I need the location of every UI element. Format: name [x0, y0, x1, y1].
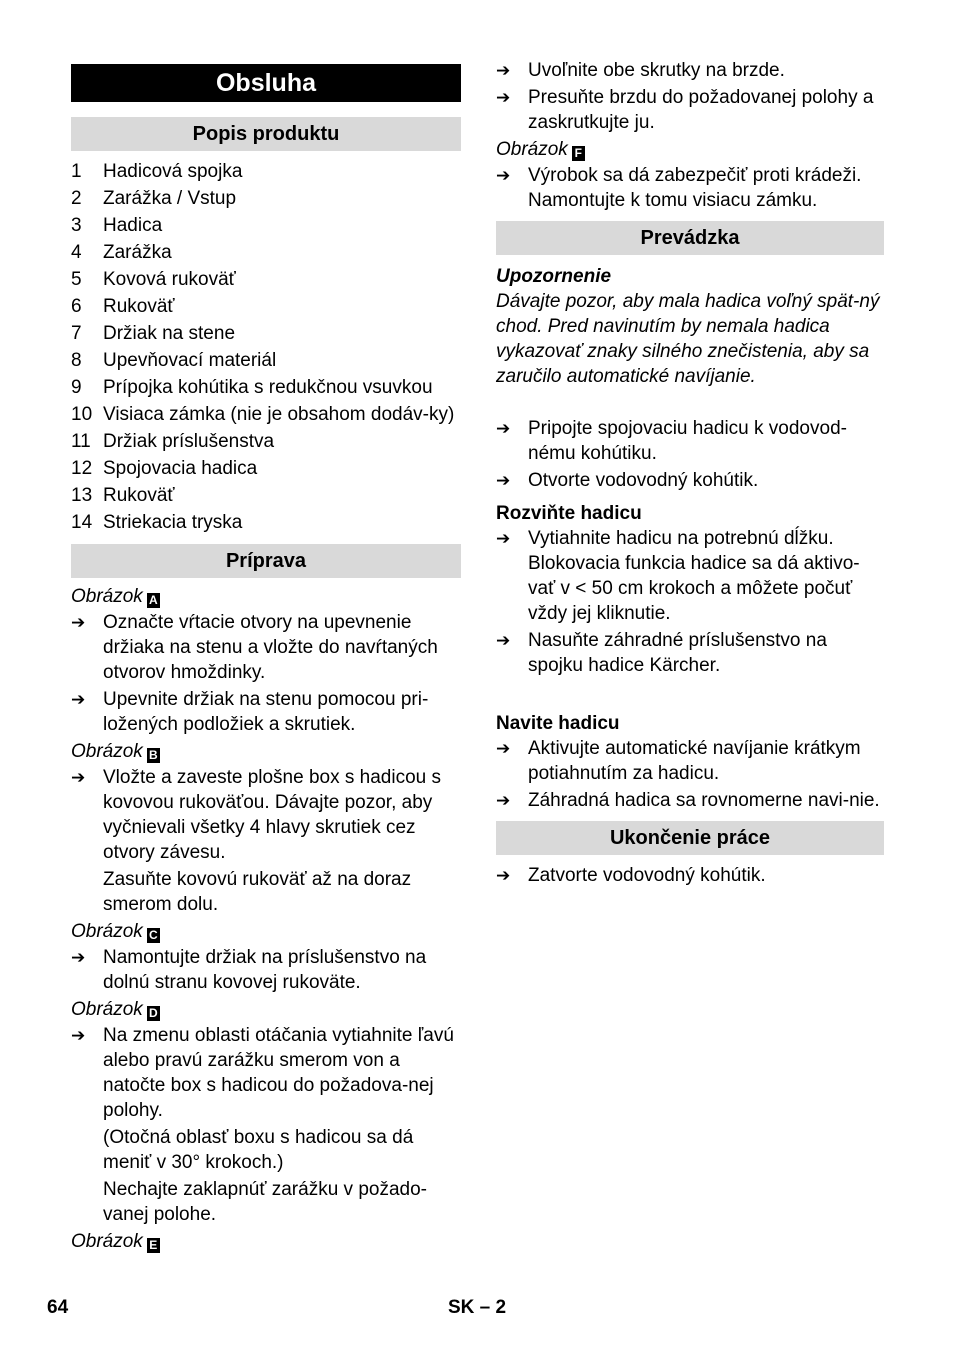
- figure-ref-c: Obrázok C: [71, 919, 461, 944]
- instruction-step: ➔ Výrobok sa dá zabezpečiť proti krádeži. Namontujte k tomu visiacu zámku.: [496, 165, 862, 211]
- list-item: 10 Visiaca zámka (nie je obsahom dodáv-ky): [71, 404, 455, 425]
- arrow-right-icon: ➔: [496, 166, 511, 185]
- figure-letter-badge: A: [147, 593, 160, 608]
- list-item: 12 Spojovacia hadica: [71, 458, 258, 479]
- subheading-rozvinte: Rozviňte hadicu: [496, 503, 642, 524]
- instruction-step: ➔ Vložte a zaveste plošne box s hadicou s kovovou rukoväťou. Dávajte pozor, aby vyčnievali všetky 4 hlavy skrutiek cez otvory závesu.: [71, 767, 441, 863]
- arrow-right-icon: ➔: [496, 471, 511, 490]
- subheading-navite: Navite hadicu: [496, 713, 620, 734]
- heading-prevadzka: Prevádzka: [496, 221, 884, 255]
- instruction-step: ➔ Vytiahnite hadicu na potrebnú dĺžku. Blokovacia funkcia hadice sa dá aktivo-vať v < 50 cm krokoch a môžete počuť vždy jej kliknutie.: [496, 528, 860, 624]
- warning-text: Dávajte pozor, aby mala hadica voľný spät-ný chod. Pred navinutím by nemala hadica vykazovať znaky silného znečistenia, aby sa zaručilo automatické navíjanie.: [496, 291, 880, 387]
- instruction-step: ➔ Presuňte brzdu do požadovanej polohy a zaskrutkujte ju.: [496, 87, 874, 133]
- list-item: 2 Zarážka / Vstup: [71, 188, 237, 209]
- list-item: 8 Upevňovací materiál: [71, 350, 277, 371]
- instruction-step: ➔ Upevnite držiak na stenu pomocou pri-ložených podložiek a skrutiek.: [71, 689, 429, 735]
- arrow-right-icon: ➔: [496, 866, 511, 885]
- instruction-step: ➔ Namontujte držiak na príslušenstvo na dolnú stranu kovovej rukoväte.: [71, 947, 427, 993]
- arrow-right-icon: ➔: [71, 948, 86, 967]
- instruction-step: ➔ Pripojte spojovaciu hadicu k vodovod-nému kohútiku.: [496, 418, 847, 464]
- figure-ref-b: Obrázok B: [71, 739, 461, 764]
- instruction-step: ➔ Nasuňte záhradné príslušenstvo na spojku hadice Kärcher.: [496, 630, 827, 676]
- page-number: 64: [47, 1297, 69, 1318]
- list-item: 5 Kovová rukoväť: [71, 269, 236, 290]
- heading-popis-produktu: Popis produktu: [71, 117, 461, 151]
- heading-ukoncenie-prace: Ukončenie práce: [496, 821, 884, 855]
- list-item: 11 Držiak príslušenstva: [71, 431, 275, 452]
- list-item: 4 Zarážka: [71, 242, 172, 263]
- list-item: 9 Prípojka kohútika s redukčnou vsuvkou: [71, 377, 433, 398]
- list-item: 3 Hadica: [71, 215, 163, 236]
- section-title-obsluha: Obsluha: [71, 64, 461, 102]
- figure-letter-badge: D: [147, 1006, 160, 1021]
- instruction-step: ➔ Záhradná hadica sa rovnomerne navi-nie.: [496, 790, 880, 811]
- figure-letter-badge: B: [147, 748, 160, 763]
- list-item: 6 Rukoväť: [71, 296, 175, 317]
- instruction-continuation: (Otočná oblasť boxu s hadicou sa dá meniť v 30° krokoch.): [103, 1127, 414, 1173]
- figure-letter-badge: C: [147, 928, 160, 943]
- figure-ref-d: Obrázok D: [71, 997, 461, 1022]
- figure-ref-f: Obrázok F: [496, 137, 884, 162]
- heading-priprava: Príprava: [71, 544, 461, 578]
- figure-letter-badge: F: [572, 146, 585, 161]
- warning-heading: Upozornenie: [496, 266, 612, 287]
- parts-list: [71, 159, 461, 535]
- arrow-right-icon: ➔: [496, 88, 511, 107]
- arrow-right-icon: ➔: [71, 1026, 86, 1045]
- figure-ref-a: Obrázok A: [71, 584, 461, 609]
- right-column: [496, 58, 884, 890]
- arrow-right-icon: ➔: [71, 690, 86, 709]
- arrow-right-icon: ➔: [496, 61, 511, 80]
- list-item: 7 Držiak na stene: [71, 323, 236, 344]
- instruction-step: ➔ Otvorte vodovodný kohútik.: [496, 470, 759, 491]
- arrow-right-icon: ➔: [496, 419, 511, 438]
- list-item: 13 Rukoväť: [71, 485, 175, 506]
- instruction-step: ➔ Označte vŕtacie otvory na upevnenie držiaka na stenu a vložte do navŕtaných otvorov hmoždinky.: [71, 612, 438, 683]
- instruction-step: ➔ Uvoľnite obe skrutky na brzde.: [496, 60, 785, 81]
- arrow-right-icon: ➔: [496, 529, 511, 548]
- arrow-right-icon: ➔: [496, 791, 511, 810]
- instruction-continuation: Nechajte zaklapnúť zarážku v požado-vanej polohe.: [103, 1179, 427, 1225]
- arrow-right-icon: ➔: [496, 631, 511, 650]
- arrow-right-icon: ➔: [496, 739, 511, 758]
- figure-ref-e: Obrázok E: [71, 1229, 461, 1254]
- instruction-step: ➔ Na zmenu oblasti otáčania vytiahnite ľavú alebo pravú zarážku smerom von a natočte box s hadicou do požadova-nej polohy.: [71, 1025, 454, 1121]
- instruction-continuation: Zasuňte kovovú rukoväť až na doraz smerom dolu.: [103, 869, 412, 915]
- figure-letter-badge: E: [147, 1238, 160, 1253]
- arrow-right-icon: ➔: [71, 768, 86, 787]
- instruction-step: ➔ Aktivujte automatické navíjanie krátkym potiahnutím za hadicu.: [496, 738, 861, 784]
- arrow-right-icon: ➔: [71, 613, 86, 632]
- left-column: [71, 64, 461, 1255]
- list-item: 1 Hadicová spojka: [71, 161, 243, 182]
- list-item: 14 Striekacia tryska: [71, 512, 243, 533]
- instruction-step: ➔ Zatvorte vodovodný kohútik.: [496, 865, 766, 886]
- language-page-code: SK – 2: [448, 1297, 507, 1318]
